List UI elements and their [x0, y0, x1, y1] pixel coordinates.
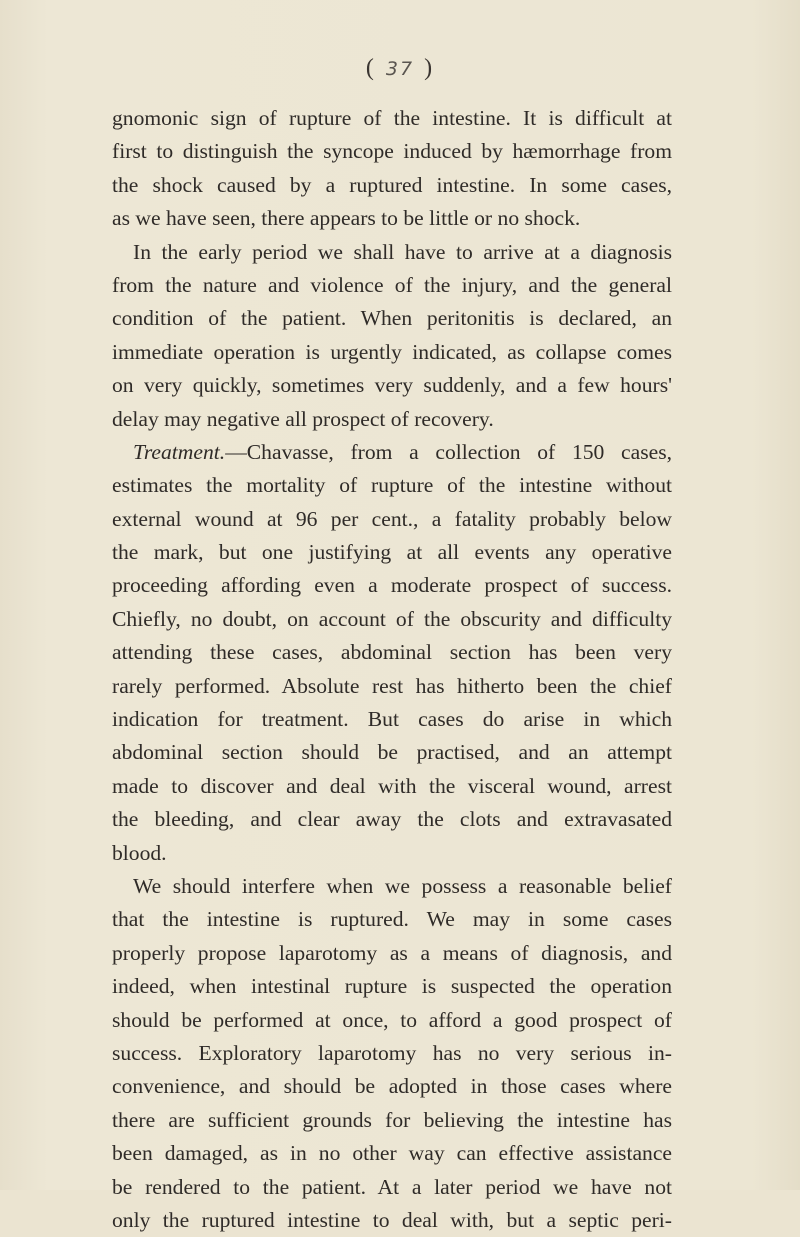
text-line: Chiefly, no doubt, on account of the obscurity and difficulty [112, 606, 672, 631]
page-number: 37 [385, 58, 415, 80]
text-line: blood. [112, 840, 167, 865]
treatment-heading: Treatment. [133, 439, 226, 464]
text-line: convenience, and should be adopted in those cases where [112, 1074, 672, 1099]
text-line: that the intestine is ruptured. We may in some cases [112, 907, 672, 932]
text-line: be rendered to the patient. At a later period we have not [112, 1174, 672, 1199]
text-line-treatment [112, 436, 672, 469]
text-line: abdominal section should be practised, and an attempt [112, 740, 672, 765]
text-line: only the ruptured intestine to deal with, but a septic peri- [112, 1207, 672, 1232]
body-text [112, 102, 672, 1237]
text-line: attending these cases, abdominal section has been very [112, 640, 672, 665]
text-line: condition of the patient. When peritonitis is declared, an [112, 306, 672, 331]
text-line: immediate operation is urgently indicated, as collapse comes [112, 339, 672, 364]
text-line: properly propose laparotomy as a means of diagnosis, and [112, 940, 672, 965]
text-line: the bleeding, and clear away the clots and extravasated [112, 807, 672, 832]
text-line: We should interfere when we possess a reasonable belief [133, 873, 672, 898]
text-line: estimates the mortality of rupture of the intestine without [112, 473, 672, 498]
text-line: rarely performed. Absolute rest has hitherto been the chief [112, 673, 672, 698]
text-line: first to distinguish the syncope induced by hæmorrhage from [112, 139, 672, 164]
treatment-text: —Chavasse, from a collection of 150 cases, [225, 439, 672, 464]
text-line: success. Exploratory laparotomy has no very serious in- [112, 1040, 672, 1065]
text-line: the mark, but one justifying at all events any operative [112, 540, 672, 565]
open-paren: ( [365, 55, 376, 81]
text-line: on very quickly, sometimes very suddenly, and a few hours' [112, 373, 672, 398]
text-line: as we have seen, there appears to be little or no shock. [112, 206, 581, 231]
text-line: from the nature and violence of the injury, and the general [112, 272, 672, 297]
text-line: the shock caused by a ruptured intestine. In some cases, [112, 172, 672, 197]
text-line: In the early period we shall have to arrive at a diagnosis [133, 239, 672, 264]
text-line: external wound at 96 per cent., a fatality probably below [112, 506, 672, 531]
text-line: should be performed at once, to afford a good prospect of [112, 1007, 672, 1032]
page-number-header [0, 55, 800, 82]
text-line: gnomonic sign of rupture of the intestine. It is difficult at [112, 106, 672, 130]
text-line: indication for treatment. But cases do arise in which [112, 707, 672, 732]
text-line: proceeding affording even a moderate prospect of success. [112, 573, 672, 598]
text-line: indeed, when intestinal rupture is suspected the operation [112, 974, 672, 999]
text-line: made to discover and deal with the visceral wound, arrest [112, 773, 672, 798]
text-line: delay may negative all prospect of recovery. [112, 406, 494, 431]
text-line: there are sufficient grounds for believing the intestine has [112, 1107, 672, 1132]
text-line: been damaged, as in no other way can effective assistance [112, 1141, 672, 1166]
close-paren: ) [424, 55, 435, 81]
